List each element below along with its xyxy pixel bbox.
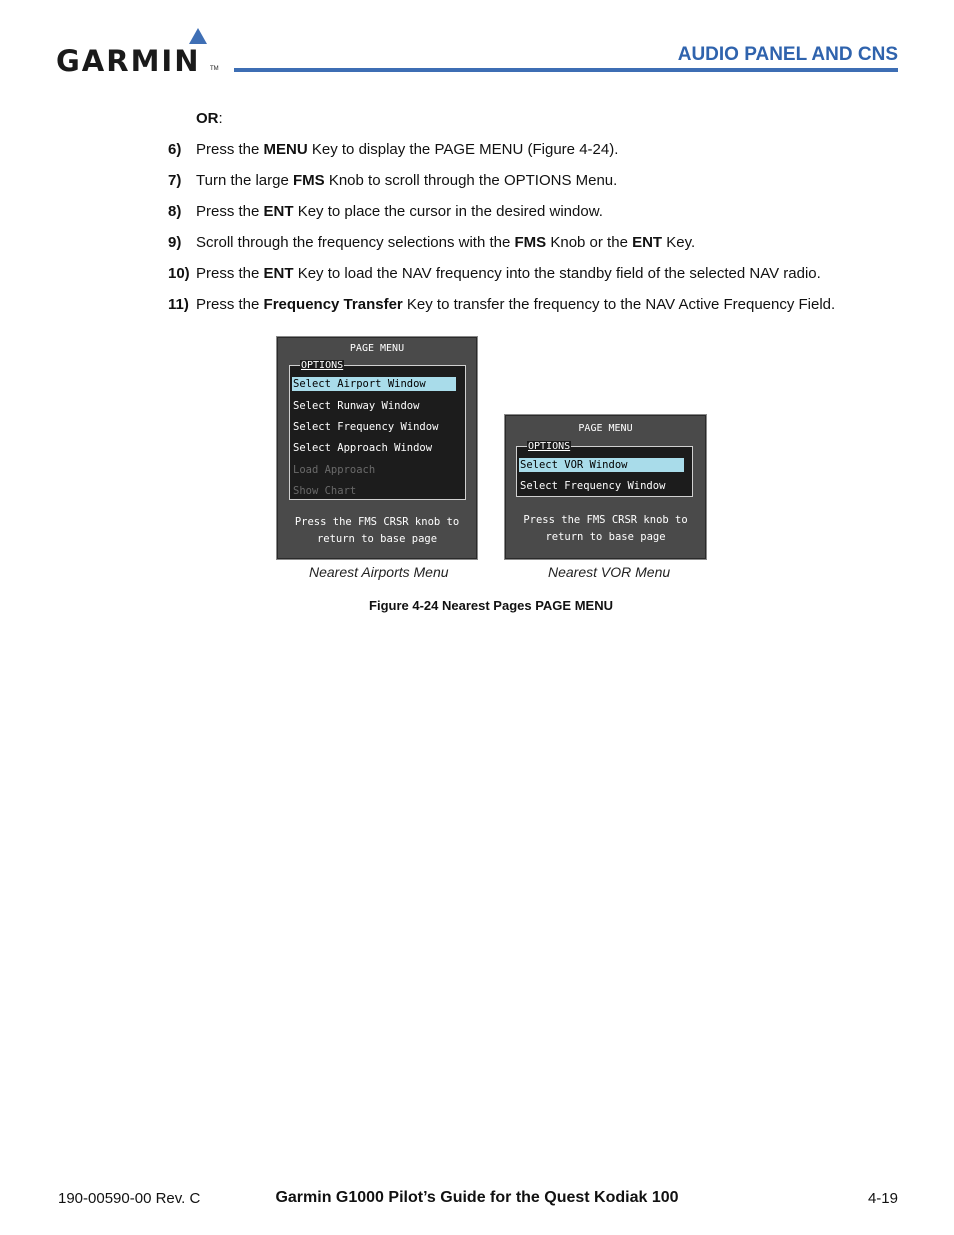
step-number: 7)	[168, 172, 182, 189]
page-menu-instructions	[277, 514, 477, 548]
step-text: Press the ENT Key to load the NAV frequency into the standby field of the selected NAV radio.	[196, 265, 821, 282]
or-line	[196, 110, 223, 127]
menu-item-select-frequency-window[interactable]: Select Frequency Window	[520, 480, 666, 492]
garmin-logo	[56, 28, 221, 76]
menu-item-select-airport-window[interactable]: Select Airport Window	[292, 377, 456, 391]
step-text: Press the MENU Key to display the PAGE MENU (Figure 4-24).	[196, 141, 619, 158]
step-number: 8)	[168, 203, 182, 220]
step-text: Scroll through the frequency selections with the FMS Knob or the ENT Key.	[196, 234, 696, 251]
step-number: 6)	[168, 141, 182, 158]
caption-nearest-airports: Nearest Airports Menu	[309, 564, 449, 580]
instructions-line-1: Press the FMS CRSR knob to	[523, 514, 688, 526]
caption-nearest-vor: Nearest VOR Menu	[548, 564, 671, 580]
step-number: 10)	[168, 265, 190, 282]
footer-doc-number: 190-00590-00 Rev. C	[58, 1190, 201, 1207]
menu-item-select-runway-window[interactable]: Select Runway Window	[293, 400, 420, 412]
nearest-airports-page-menu	[276, 336, 478, 560]
instructions-line-2: return to base page	[545, 531, 666, 543]
options-box	[516, 441, 693, 497]
footer-title: Garmin G1000 Pilot’s Guide for the Quest Kodiak 100	[275, 1189, 679, 1206]
step-number: 9)	[168, 234, 182, 251]
logo-trademark: TM	[210, 66, 219, 72]
menu-item-load-approach: Load Approach	[293, 464, 376, 476]
step-text: Turn the large FMS Knob to scroll through the OPTIONS Menu.	[196, 172, 618, 189]
nearest-vor-page-menu	[504, 414, 707, 560]
options-box	[289, 360, 466, 500]
or-label: OR	[196, 110, 219, 127]
page-menu-title: PAGE MENU	[349, 343, 405, 354]
instructions-line-1: Press the FMS CRSR knob to	[294, 516, 460, 528]
header-rule	[234, 68, 898, 72]
figure-caption: Figure 4-24 Nearest Pages PAGE MENU	[369, 598, 613, 613]
options-label: OPTIONS	[528, 441, 571, 452]
menu-item-select-vor-window[interactable]: Select VOR Window	[519, 458, 684, 472]
menu-item-show-chart: Show Chart	[293, 485, 357, 497]
page-menu-instructions	[505, 512, 706, 546]
step-number: 11)	[168, 296, 189, 313]
step-text: Press the ENT Key to place the cursor in the desired window.	[196, 203, 603, 220]
menu-item-select-approach-window[interactable]: Select Approach Window	[293, 442, 433, 454]
step-text: Press the Frequency Transfer Key to transfer the frequency to the NAV Active Frequency Field.	[196, 296, 836, 313]
page-menu-title: PAGE MENU	[578, 423, 633, 434]
instructions-line-2: return to base page	[316, 533, 438, 545]
options-label: OPTIONS	[301, 360, 344, 371]
or-colon: :	[218, 110, 223, 127]
menu-item-select-frequency-window[interactable]: Select Frequency Window	[293, 421, 439, 433]
footer-page-number: 4-19	[867, 1190, 898, 1207]
logo-triangle-icon	[189, 28, 207, 44]
logo-wordmark: GARMIN	[56, 44, 201, 78]
section-title: AUDIO PANEL AND CNS	[677, 44, 898, 65]
